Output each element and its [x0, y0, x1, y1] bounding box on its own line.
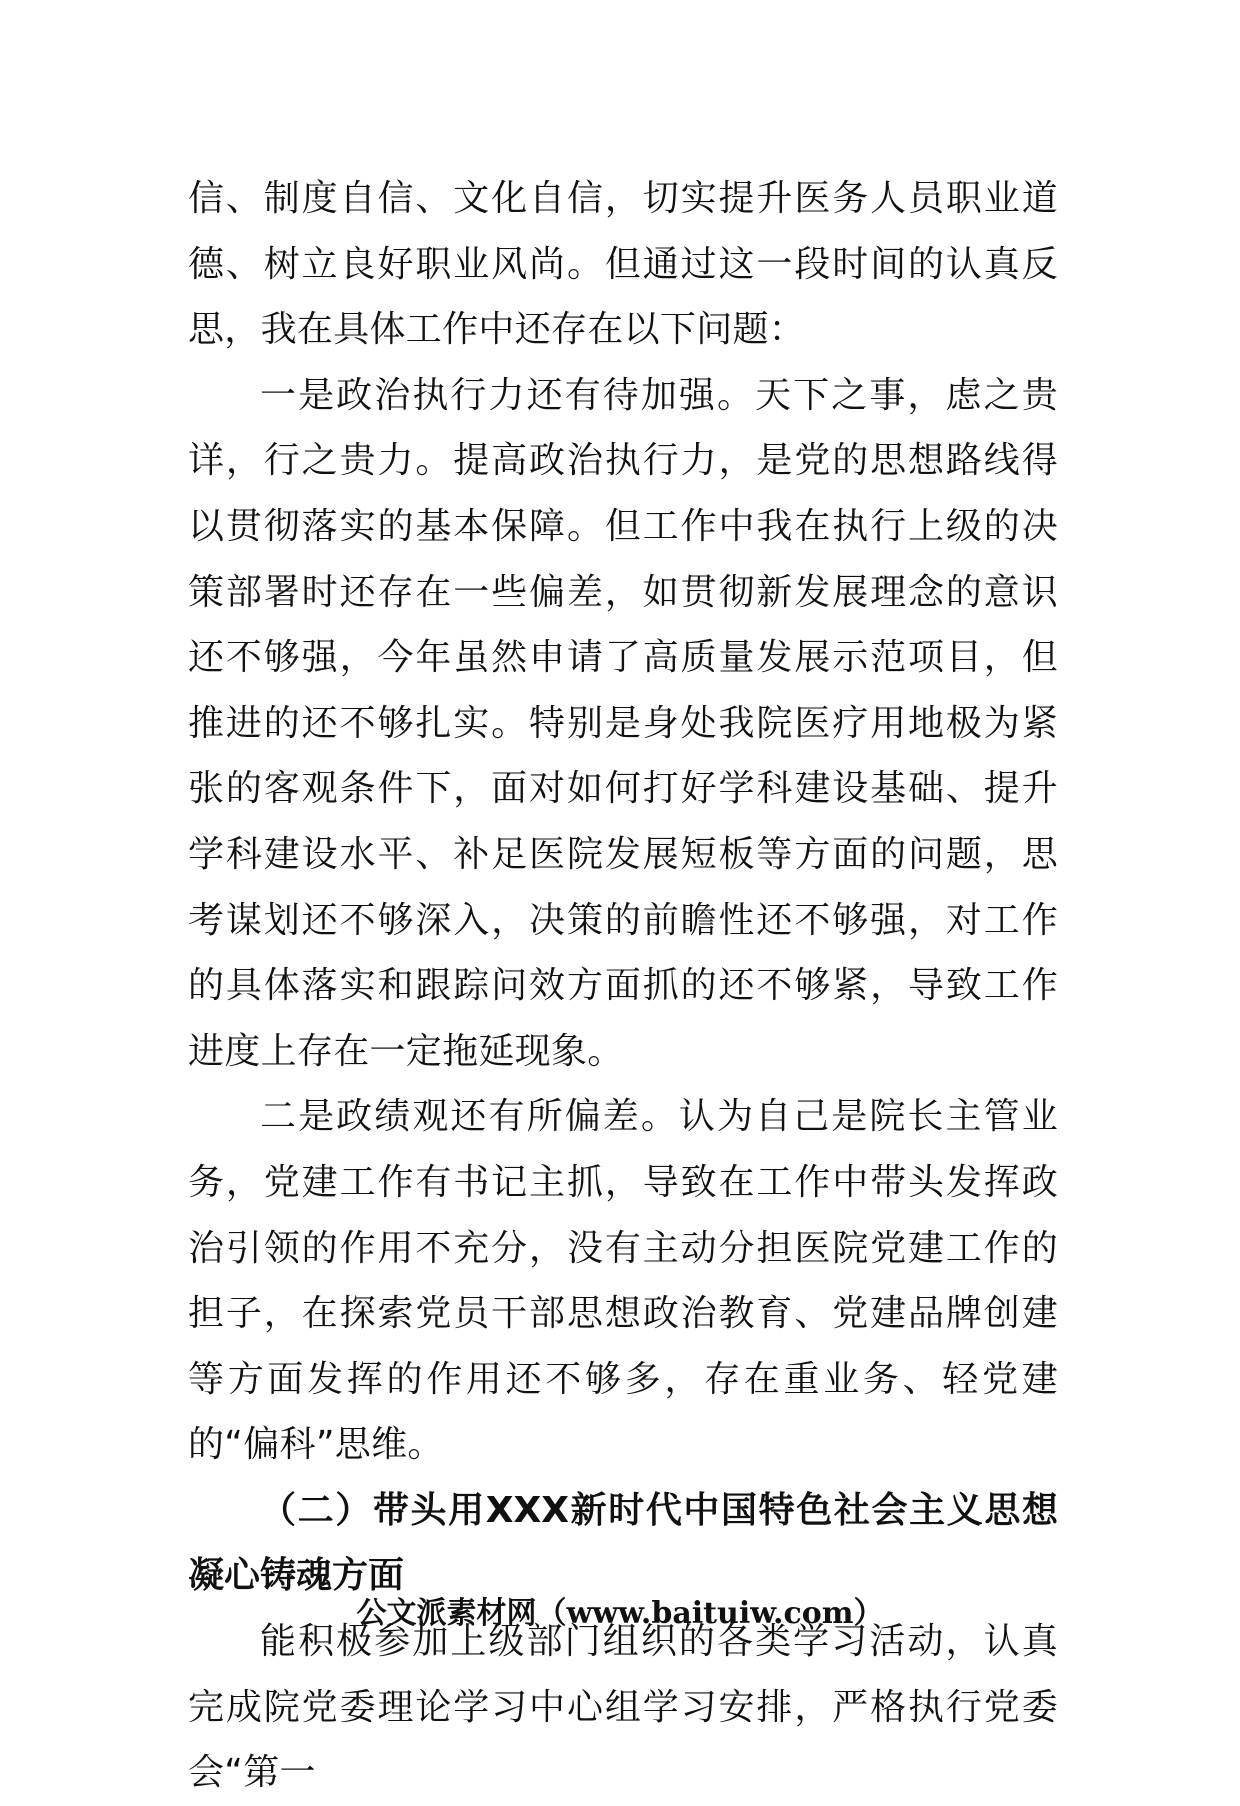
section-heading: （二）带头用XXX新时代中国特色社会主义思想凝心铸魂方面 [188, 1489, 1058, 1597]
paragraph-political-execution: 一是政治执行力还有待加强。天下之事，虑之贵详，行之贵力。提高政治执行力，是党的思想路线得以贯彻落实的基本保障。但工作中我在执行上级的决策部署时还存在一些偏差，如贯彻新发展理念的意识还不够强，今年虽然申请了高质量发展示范项目，但推进的还不够扎实。特别是身处我院医疗用地极为紧张的客观条件下，面对如何打好学科建设基础、提升学科建设水平、补足医院发展短板等方面的问题，思考谋划还不够深入，决策的前瞻性还不够强，对工作的具体落实和跟踪问效方面抓的还不够紧，导致工作进度上存在一定拖延现象。 [188, 374, 1058, 1072]
document-body [188, 166, 1058, 1806]
paragraph-performance-view: 二是政绩观还有所偏差。认为自己是院长主管业务，党建工作有书记主抓，导致在工作中带头发挥政治引领的作用不充分，没有主动分担医院党建工作的担子，在探索党员干部思想政治教育、党建品牌创建等方面发挥的作用还不够多，存在重业务、轻党建的“偏科”思维。 [188, 1096, 1058, 1466]
paragraph-continued: 信、制度自信、文化自信，切实提升医务人员职业道德、树立良好职业风尚。但通过这一段时间的认真反思，我在具体工作中还存在以下问题： [188, 178, 1058, 351]
footer-watermark: 公文派素材网（www.baituiw.com） [356, 1596, 884, 1631]
paragraph-study-activities: 能积极参加上级部门组织的各类学习活动，认真完成院党委理论学习中心组学习安排，严格执行党委会“第一 [188, 1621, 1058, 1794]
